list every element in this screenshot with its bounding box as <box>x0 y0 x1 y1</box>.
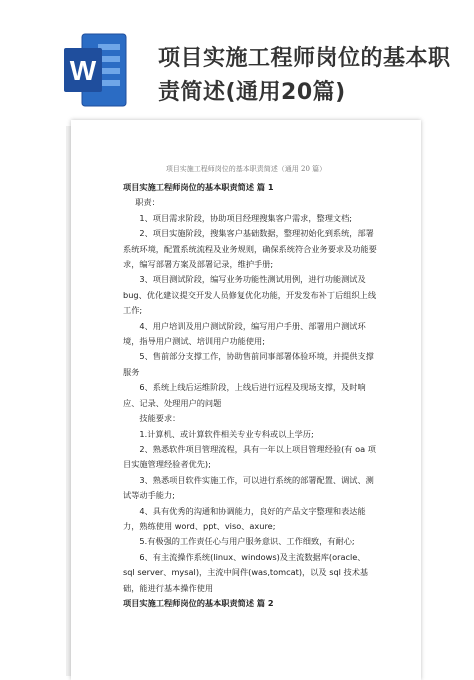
duty-item: 1、项目需求阶段，协助项目经理搜集客户需求，整理文档; <box>139 212 353 223</box>
skill-item: 6、有主流操作系统(linux、windows)及主流数据库(oracle、sql server、mysal)，主流中间件(was,tomcat)，以及 sql 技术基础，能进行基本操作使用 <box>123 551 369 593</box>
duty-item: 3、项目测试阶段，编写业务功能性测试用例，进行功能测试及 bug、优化建议提交开发人员修复优化功能，开发发布补丁后组织上线工作; <box>123 274 377 316</box>
duty-item: 4、用户培训及用户测试阶段，编写用户手册、部署用户测试环境，指导用户测试、培训用户功能使用; <box>123 320 366 347</box>
skill-item: 2、熟悉软件项目管理流程，具有一年以上项目管理经验(有 oa 项目实施管理经验者优先); <box>123 443 376 470</box>
skill-item: 1.计算机、或计算软件相关专业专科或以上学历; <box>139 428 314 439</box>
section-heading: 项目实施工程师岗位的基本职责简述 篇 1 <box>123 182 274 192</box>
document-body <box>123 180 377 611</box>
skill-item: 4、具有优秀的沟通和协调能力，良好的产品文字整理和表达能力，熟练使用 word、ppt、viso、axure; <box>123 505 366 531</box>
word-document-icon <box>62 30 128 110</box>
word-icon-letter: W <box>69 55 97 86</box>
document-running-header: 项目实施工程师岗位的基本职责简述（通用 20 篇） <box>165 165 327 173</box>
duty-item: 6、系统上线后运维阶段，上线后进行远程及现场支撑，及时响应、记录、处理用户的问题 <box>123 382 366 408</box>
duty-item: 2、项目实施阶段，搜集客户基础数据，整理初始化到系统，部署系统环境，配置系统流程及业务规则，确保系统符合业务要求及功能要求，编写部署方案及部署记录，维护手册; <box>123 228 377 270</box>
duty-item: 5、售前部分支撑工作，协助售前同事部署体验环境，并提供支撑服务 <box>123 351 374 377</box>
page-title: 项目实施工程师岗位的基本职责简述(通用20篇) <box>158 46 451 105</box>
document-page <box>71 120 421 680</box>
skill-item: 5.有极强的工作责任心与用户服务意识、工作细致，有耐心; <box>139 536 355 547</box>
skills-label: 技能要求： <box>139 413 181 424</box>
duties-label: 职责： <box>135 197 160 208</box>
skill-item: 3、熟悉项目软件实施工作，可以进行系统的部署配置、调试、测试等动手能力; <box>123 474 374 501</box>
section-heading: 项目实施工程师岗位的基本职责简述 篇 2 <box>123 597 274 608</box>
